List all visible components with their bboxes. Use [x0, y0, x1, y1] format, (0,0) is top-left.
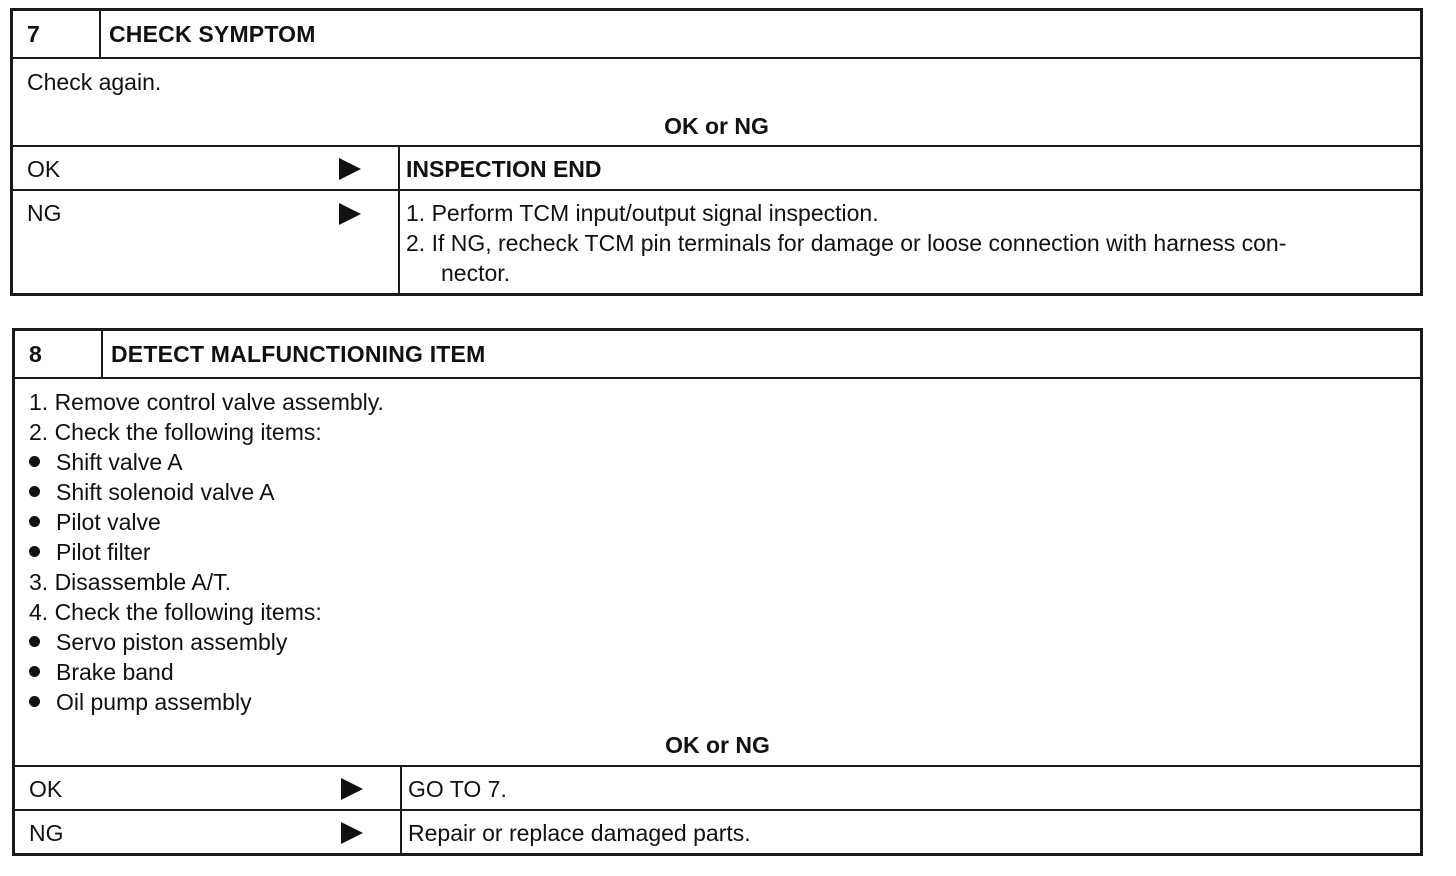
step-number: 7: [13, 11, 101, 57]
check-item: Pilot filter: [29, 537, 384, 567]
column-divider: [398, 191, 400, 293]
step-8-ng-row: [15, 809, 1420, 853]
ng-step-2: 2. If NG, recheck TCM pin terminals for damage or loose connection with harness con-: [406, 230, 1287, 256]
check-item: Oil pump assembly: [29, 687, 384, 717]
ok-result: INSPECTION END: [406, 156, 602, 182]
right-arrow-icon: [341, 822, 363, 844]
procedure-step: 1. Remove control valve assembly.: [29, 389, 384, 415]
column-divider: [400, 767, 402, 809]
decision-label: OK or NG: [665, 732, 770, 758]
step-7-box: [10, 8, 1423, 296]
procedure-step: 2. Check the following items:: [29, 419, 322, 445]
step-8-box: [12, 328, 1423, 856]
ng-result: Repair or replace damaged parts.: [408, 820, 751, 846]
ng-label: NG: [27, 200, 62, 226]
ok-result: GO TO 7.: [408, 776, 507, 802]
check-item: Servo piston assembly: [29, 627, 384, 657]
check-item: Shift valve A: [29, 447, 384, 477]
procedure-step: 4. Check the following items:: [29, 599, 322, 625]
step-8-ok-row: [15, 765, 1420, 809]
column-divider: [400, 811, 402, 853]
step-title: DETECT MALFUNCTIONING ITEM: [111, 340, 486, 367]
check-item: Pilot valve: [29, 507, 384, 537]
column-divider: [398, 147, 400, 189]
decision-label: OK or NG: [664, 113, 769, 139]
check-item: Brake band: [29, 657, 384, 687]
ng-step-2-continued: nector.: [441, 260, 511, 286]
step-7-header: [13, 11, 1420, 57]
step-8-body: [15, 377, 1420, 765]
ng-steps: [406, 198, 1286, 288]
right-arrow-icon: [341, 778, 363, 800]
step-title: CHECK SYMPTOM: [109, 20, 316, 47]
step-number: 8: [15, 331, 103, 377]
step-8-header: [15, 331, 1420, 377]
instruction-text: Check again.: [27, 69, 162, 95]
ok-label: OK: [29, 776, 63, 802]
procedure-step: 3. Disassemble A/T.: [29, 569, 231, 595]
check-item: Shift solenoid valve A: [29, 477, 384, 507]
ok-label: OK: [27, 156, 61, 182]
procedure-list: [29, 387, 384, 717]
step-7-body: [13, 57, 1420, 145]
right-arrow-icon: [339, 203, 361, 225]
step-7-ng-row: [13, 189, 1420, 293]
ng-label: NG: [29, 820, 64, 846]
ng-step-1: 1. Perform TCM input/output signal inspection.: [406, 200, 879, 226]
step-7-ok-row: [13, 145, 1420, 189]
right-arrow-icon: [339, 158, 361, 180]
